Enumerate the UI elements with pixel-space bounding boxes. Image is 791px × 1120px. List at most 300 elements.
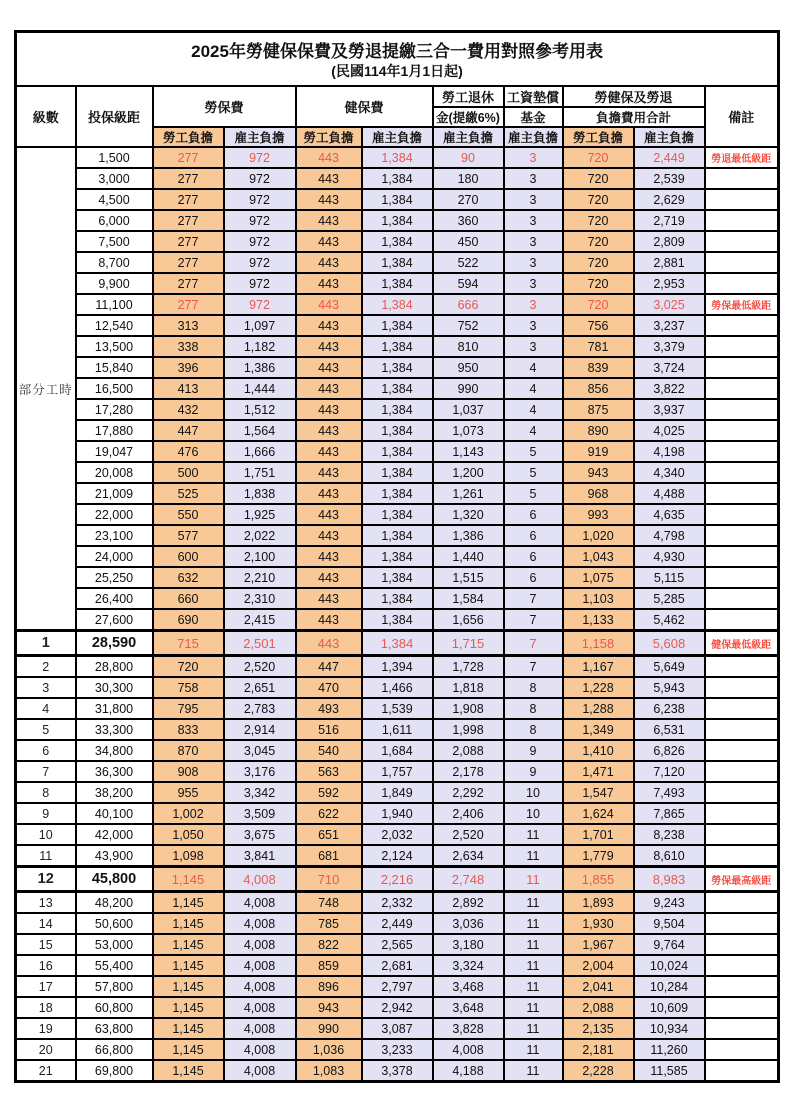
cell-remark bbox=[705, 782, 779, 803]
cell-remark: 勞退最低級距 bbox=[705, 147, 779, 168]
cell-pension-er: 1,261 bbox=[433, 483, 504, 504]
cell-total-emp: 1,020 bbox=[563, 525, 634, 546]
cell-labor-er: 4,008 bbox=[224, 955, 296, 976]
cell-remark bbox=[705, 588, 779, 609]
cell-total-emp: 720 bbox=[563, 294, 634, 315]
table-row bbox=[16, 357, 779, 378]
cell-labor-emp: 1,145 bbox=[153, 997, 224, 1018]
cell-total-emp: 781 bbox=[563, 336, 634, 357]
table-row bbox=[16, 761, 779, 782]
cell-fund-er: 5 bbox=[504, 483, 563, 504]
cell-health-er: 1,384 bbox=[362, 231, 433, 252]
cell-fund-er: 9 bbox=[504, 740, 563, 761]
table-row bbox=[16, 252, 779, 273]
cell-health-er: 1,384 bbox=[362, 210, 433, 231]
header-pension-line2: 金(提繳6%) bbox=[433, 107, 504, 127]
cell-fund-er: 11 bbox=[504, 1060, 563, 1082]
cell-total-emp: 720 bbox=[563, 147, 634, 168]
cell-health-emp: 859 bbox=[296, 955, 362, 976]
cell-labor-emp: 525 bbox=[153, 483, 224, 504]
cell-labor-emp: 277 bbox=[153, 252, 224, 273]
cell-fund-er: 4 bbox=[504, 420, 563, 441]
cell-health-emp: 681 bbox=[296, 845, 362, 867]
cell-labor-er: 3,841 bbox=[224, 845, 296, 867]
cell-total-er: 9,504 bbox=[634, 913, 705, 934]
cell-labor-emp: 870 bbox=[153, 740, 224, 761]
cell-pension-er: 270 bbox=[433, 189, 504, 210]
cell-total-er: 7,120 bbox=[634, 761, 705, 782]
cell-labor-emp: 632 bbox=[153, 567, 224, 588]
cell-labor-er: 1,182 bbox=[224, 336, 296, 357]
cell-salary: 4,500 bbox=[76, 189, 153, 210]
cell-labor-er: 972 bbox=[224, 294, 296, 315]
cell-total-er: 7,865 bbox=[634, 803, 705, 824]
cell-labor-er: 1,386 bbox=[224, 357, 296, 378]
cell-pension-er: 2,088 bbox=[433, 740, 504, 761]
cell-pension-er: 2,292 bbox=[433, 782, 504, 803]
cell-total-er: 3,379 bbox=[634, 336, 705, 357]
cell-level: 7 bbox=[16, 761, 76, 782]
cell-total-er: 4,930 bbox=[634, 546, 705, 567]
table-row bbox=[16, 677, 779, 698]
cell-health-er: 3,087 bbox=[362, 1018, 433, 1039]
cell-fund-er: 10 bbox=[504, 803, 563, 824]
cell-total-er: 2,719 bbox=[634, 210, 705, 231]
header-group-labor-insurance: 勞保費 bbox=[153, 86, 296, 127]
table-row bbox=[16, 189, 779, 210]
header-remark: 備註 bbox=[705, 86, 779, 147]
cell-health-er: 1,384 bbox=[362, 504, 433, 525]
cell-health-er: 1,384 bbox=[362, 252, 433, 273]
cell-labor-er: 972 bbox=[224, 168, 296, 189]
cell-total-er: 2,881 bbox=[634, 252, 705, 273]
cell-salary: 53,000 bbox=[76, 934, 153, 955]
cell-salary: 1,500 bbox=[76, 147, 153, 168]
cell-health-er: 2,124 bbox=[362, 845, 433, 867]
cell-level: 6 bbox=[16, 740, 76, 761]
cell-remark bbox=[705, 252, 779, 273]
cell-pension-er: 2,892 bbox=[433, 892, 504, 914]
cell-labor-er: 2,415 bbox=[224, 609, 296, 631]
cell-salary: 48,200 bbox=[76, 892, 153, 914]
cell-level: 11 bbox=[16, 845, 76, 867]
cell-fund-er: 3 bbox=[504, 231, 563, 252]
cell-total-emp: 1,103 bbox=[563, 588, 634, 609]
cell-total-emp: 1,410 bbox=[563, 740, 634, 761]
cell-remark bbox=[705, 525, 779, 546]
cell-remark bbox=[705, 1039, 779, 1060]
cell-labor-er: 2,310 bbox=[224, 588, 296, 609]
cell-salary: 21,009 bbox=[76, 483, 153, 504]
cell-pension-er: 2,406 bbox=[433, 803, 504, 824]
cell-salary: 34,800 bbox=[76, 740, 153, 761]
cell-labor-emp: 600 bbox=[153, 546, 224, 567]
cell-total-er: 8,610 bbox=[634, 845, 705, 867]
cell-salary: 6,000 bbox=[76, 210, 153, 231]
cell-total-emp: 993 bbox=[563, 504, 634, 525]
cell-labor-er: 3,045 bbox=[224, 740, 296, 761]
table-row bbox=[16, 955, 779, 976]
cell-remark bbox=[705, 273, 779, 294]
cell-remark bbox=[705, 420, 779, 441]
cell-total-er: 10,609 bbox=[634, 997, 705, 1018]
cell-fund-er: 8 bbox=[504, 719, 563, 740]
cell-labor-emp: 833 bbox=[153, 719, 224, 740]
cell-remark bbox=[705, 189, 779, 210]
cell-health-emp: 622 bbox=[296, 803, 362, 824]
table-row bbox=[16, 588, 779, 609]
cell-total-emp: 1,158 bbox=[563, 631, 634, 656]
cell-remark bbox=[705, 504, 779, 525]
cell-labor-emp: 715 bbox=[153, 631, 224, 656]
table-row bbox=[16, 913, 779, 934]
cell-salary: 31,800 bbox=[76, 698, 153, 719]
cell-health-emp: 443 bbox=[296, 315, 362, 336]
cell-pension-er: 90 bbox=[433, 147, 504, 168]
cell-level: 21 bbox=[16, 1060, 76, 1082]
table-row bbox=[16, 399, 779, 420]
cell-health-emp: 651 bbox=[296, 824, 362, 845]
cell-salary: 3,000 bbox=[76, 168, 153, 189]
subheader-labor-employee: 勞工負擔 bbox=[153, 127, 224, 147]
cell-labor-emp: 1,145 bbox=[153, 955, 224, 976]
cell-total-emp: 1,133 bbox=[563, 609, 634, 631]
cell-health-emp: 990 bbox=[296, 1018, 362, 1039]
table-row bbox=[16, 1018, 779, 1039]
cell-remark bbox=[705, 656, 779, 678]
cell-salary: 30,300 bbox=[76, 677, 153, 698]
cell-fund-er: 7 bbox=[504, 631, 563, 656]
cell-labor-emp: 550 bbox=[153, 504, 224, 525]
subheader-total-employee: 勞工負擔 bbox=[563, 127, 634, 147]
cell-level: 1 bbox=[16, 631, 76, 656]
cell-pension-er: 1,715 bbox=[433, 631, 504, 656]
cell-remark bbox=[705, 378, 779, 399]
cell-labor-er: 972 bbox=[224, 252, 296, 273]
cell-total-emp: 2,181 bbox=[563, 1039, 634, 1060]
cell-labor-emp: 413 bbox=[153, 378, 224, 399]
cell-pension-er: 450 bbox=[433, 231, 504, 252]
table-row bbox=[16, 273, 779, 294]
cell-fund-er: 3 bbox=[504, 315, 563, 336]
cell-fund-er: 9 bbox=[504, 761, 563, 782]
table-row bbox=[16, 824, 779, 845]
cell-health-emp: 443 bbox=[296, 273, 362, 294]
table-row bbox=[16, 782, 779, 803]
cell-health-er: 2,797 bbox=[362, 976, 433, 997]
cell-labor-emp: 1,145 bbox=[153, 867, 224, 892]
cell-total-emp: 1,167 bbox=[563, 656, 634, 678]
subheader-health-employee: 勞工負擔 bbox=[296, 127, 362, 147]
cell-salary: 55,400 bbox=[76, 955, 153, 976]
cell-fund-er: 3 bbox=[504, 252, 563, 273]
cell-health-er: 1,384 bbox=[362, 189, 433, 210]
cell-level: 14 bbox=[16, 913, 76, 934]
cell-salary: 22,000 bbox=[76, 504, 153, 525]
header-total-line2: 負擔費用合計 bbox=[563, 107, 705, 127]
title-row bbox=[16, 32, 779, 87]
cell-health-er: 1,384 bbox=[362, 588, 433, 609]
cell-salary: 45,800 bbox=[76, 867, 153, 892]
cell-total-emp: 1,779 bbox=[563, 845, 634, 867]
cell-total-emp: 720 bbox=[563, 189, 634, 210]
cell-salary: 28,800 bbox=[76, 656, 153, 678]
cell-labor-emp: 338 bbox=[153, 336, 224, 357]
cell-remark bbox=[705, 913, 779, 934]
cell-total-emp: 943 bbox=[563, 462, 634, 483]
cell-labor-emp: 277 bbox=[153, 189, 224, 210]
cell-fund-er: 3 bbox=[504, 168, 563, 189]
table-row bbox=[16, 294, 779, 315]
cell-labor-emp: 908 bbox=[153, 761, 224, 782]
cell-total-emp: 720 bbox=[563, 210, 634, 231]
cell-labor-emp: 955 bbox=[153, 782, 224, 803]
cell-total-emp: 2,004 bbox=[563, 955, 634, 976]
cell-salary: 42,000 bbox=[76, 824, 153, 845]
cell-labor-emp: 432 bbox=[153, 399, 224, 420]
cell-labor-emp: 313 bbox=[153, 315, 224, 336]
subheader-fund-employer: 雇主負擔 bbox=[504, 127, 563, 147]
cell-salary: 25,250 bbox=[76, 567, 153, 588]
cell-remark bbox=[705, 567, 779, 588]
cell-total-emp: 1,930 bbox=[563, 913, 634, 934]
cell-remark bbox=[705, 1018, 779, 1039]
cell-total-emp: 720 bbox=[563, 252, 634, 273]
cell-pension-er: 1,143 bbox=[433, 441, 504, 462]
cell-labor-er: 1,751 bbox=[224, 462, 296, 483]
cell-total-er: 7,493 bbox=[634, 782, 705, 803]
table-row bbox=[16, 168, 779, 189]
cell-remark bbox=[705, 761, 779, 782]
cell-health-er: 1,384 bbox=[362, 546, 433, 567]
cell-labor-er: 1,512 bbox=[224, 399, 296, 420]
cell-total-er: 6,531 bbox=[634, 719, 705, 740]
cell-health-er: 1,384 bbox=[362, 315, 433, 336]
cell-labor-er: 2,520 bbox=[224, 656, 296, 678]
cell-remark bbox=[705, 462, 779, 483]
cell-health-er: 1,384 bbox=[362, 462, 433, 483]
cell-fund-er: 11 bbox=[504, 892, 563, 914]
cell-remark bbox=[705, 210, 779, 231]
cell-remark bbox=[705, 997, 779, 1018]
cell-labor-emp: 758 bbox=[153, 677, 224, 698]
cell-total-er: 9,243 bbox=[634, 892, 705, 914]
cell-pension-er: 3,180 bbox=[433, 934, 504, 955]
cell-labor-er: 2,651 bbox=[224, 677, 296, 698]
cell-salary: 24,000 bbox=[76, 546, 153, 567]
cell-health-er: 2,216 bbox=[362, 867, 433, 892]
header-group-health-insurance: 健保費 bbox=[296, 86, 433, 127]
cell-pension-er: 3,324 bbox=[433, 955, 504, 976]
subheader-total-employer: 雇主負擔 bbox=[634, 127, 705, 147]
cell-total-er: 10,284 bbox=[634, 976, 705, 997]
cell-total-emp: 2,041 bbox=[563, 976, 634, 997]
cell-total-emp: 968 bbox=[563, 483, 634, 504]
header-pension-line1: 勞工退休 bbox=[433, 86, 504, 107]
table-row bbox=[16, 567, 779, 588]
cell-salary: 12,540 bbox=[76, 315, 153, 336]
cell-remark bbox=[705, 168, 779, 189]
cell-health-emp: 443 bbox=[296, 189, 362, 210]
cell-pension-er: 2,634 bbox=[433, 845, 504, 867]
cell-salary: 16,500 bbox=[76, 378, 153, 399]
cell-remark: 健保最低級距 bbox=[705, 631, 779, 656]
cell-labor-er: 2,783 bbox=[224, 698, 296, 719]
cell-fund-er: 7 bbox=[504, 609, 563, 631]
cell-remark bbox=[705, 231, 779, 252]
cell-labor-emp: 1,002 bbox=[153, 803, 224, 824]
cell-total-emp: 1,967 bbox=[563, 934, 634, 955]
page-subtitle: (民國114年1月1日起) bbox=[331, 63, 463, 80]
cell-salary: 7,500 bbox=[76, 231, 153, 252]
cell-level: 10 bbox=[16, 824, 76, 845]
cell-labor-er: 2,501 bbox=[224, 631, 296, 656]
cell-pension-er: 3,648 bbox=[433, 997, 504, 1018]
header-wage-fund-line2: 基金 bbox=[504, 107, 563, 127]
cell-total-emp: 720 bbox=[563, 231, 634, 252]
cell-health-emp: 943 bbox=[296, 997, 362, 1018]
subheader-pension-employer: 雇主負擔 bbox=[433, 127, 504, 147]
cell-salary: 17,880 bbox=[76, 420, 153, 441]
cell-pension-er: 810 bbox=[433, 336, 504, 357]
cell-level: 9 bbox=[16, 803, 76, 824]
cell-fund-er: 4 bbox=[504, 378, 563, 399]
cell-health-er: 1,384 bbox=[362, 567, 433, 588]
cell-salary: 17,280 bbox=[76, 399, 153, 420]
cell-labor-emp: 500 bbox=[153, 462, 224, 483]
cell-health-er: 1,757 bbox=[362, 761, 433, 782]
cell-total-er: 3,822 bbox=[634, 378, 705, 399]
cell-total-er: 10,024 bbox=[634, 955, 705, 976]
cell-labor-emp: 277 bbox=[153, 273, 224, 294]
cell-health-er: 2,681 bbox=[362, 955, 433, 976]
cell-total-er: 4,488 bbox=[634, 483, 705, 504]
cell-labor-er: 4,008 bbox=[224, 934, 296, 955]
cell-health-emp: 443 bbox=[296, 504, 362, 525]
cell-health-er: 1,394 bbox=[362, 656, 433, 678]
cell-fund-er: 4 bbox=[504, 357, 563, 378]
cell-labor-emp: 720 bbox=[153, 656, 224, 678]
cell-labor-er: 1,666 bbox=[224, 441, 296, 462]
cell-health-emp: 443 bbox=[296, 336, 362, 357]
cell-health-emp: 443 bbox=[296, 588, 362, 609]
table-row bbox=[16, 525, 779, 546]
cell-remark bbox=[705, 803, 779, 824]
cell-remark bbox=[705, 845, 779, 867]
cell-fund-er: 11 bbox=[504, 824, 563, 845]
cell-level: 12 bbox=[16, 867, 76, 892]
cell-remark bbox=[705, 719, 779, 740]
cell-labor-er: 3,176 bbox=[224, 761, 296, 782]
cell-fund-er: 7 bbox=[504, 656, 563, 678]
table-title-cell bbox=[16, 32, 779, 87]
cell-level: 5 bbox=[16, 719, 76, 740]
cell-remark bbox=[705, 546, 779, 567]
cell-health-emp: 710 bbox=[296, 867, 362, 892]
cell-health-er: 2,565 bbox=[362, 934, 433, 955]
cell-labor-emp: 1,145 bbox=[153, 913, 224, 934]
table-row bbox=[16, 231, 779, 252]
cell-health-er: 1,384 bbox=[362, 273, 433, 294]
cell-total-emp: 1,624 bbox=[563, 803, 634, 824]
cell-fund-er: 3 bbox=[504, 210, 563, 231]
cell-health-emp: 443 bbox=[296, 546, 362, 567]
cell-health-er: 1,384 bbox=[362, 525, 433, 546]
cell-health-emp: 443 bbox=[296, 147, 362, 168]
cell-labor-emp: 277 bbox=[153, 147, 224, 168]
cell-pension-er: 1,386 bbox=[433, 525, 504, 546]
cell-total-er: 5,115 bbox=[634, 567, 705, 588]
cell-pension-er: 2,520 bbox=[433, 824, 504, 845]
cell-remark bbox=[705, 677, 779, 698]
cell-labor-er: 1,564 bbox=[224, 420, 296, 441]
cell-labor-emp: 1,145 bbox=[153, 1060, 224, 1082]
cell-health-er: 2,032 bbox=[362, 824, 433, 845]
cell-fund-er: 11 bbox=[504, 1018, 563, 1039]
level-group-part-time: 部分工時 bbox=[16, 147, 76, 631]
cell-pension-er: 2,748 bbox=[433, 867, 504, 892]
table-row bbox=[16, 934, 779, 955]
cell-pension-er: 1,037 bbox=[433, 399, 504, 420]
cell-health-emp: 443 bbox=[296, 294, 362, 315]
cell-fund-er: 11 bbox=[504, 955, 563, 976]
cell-labor-er: 2,022 bbox=[224, 525, 296, 546]
cell-labor-er: 4,008 bbox=[224, 867, 296, 892]
cell-pension-er: 522 bbox=[433, 252, 504, 273]
cell-total-emp: 1,043 bbox=[563, 546, 634, 567]
cell-labor-emp: 1,145 bbox=[153, 976, 224, 997]
cell-pension-er: 1,818 bbox=[433, 677, 504, 698]
cell-health-emp: 443 bbox=[296, 420, 362, 441]
cell-total-emp: 1,547 bbox=[563, 782, 634, 803]
cell-pension-er: 1,728 bbox=[433, 656, 504, 678]
cell-total-er: 5,285 bbox=[634, 588, 705, 609]
table-row bbox=[16, 462, 779, 483]
cell-labor-er: 972 bbox=[224, 147, 296, 168]
cell-fund-er: 6 bbox=[504, 525, 563, 546]
cell-total-emp: 1,471 bbox=[563, 761, 634, 782]
cell-health-er: 1,384 bbox=[362, 357, 433, 378]
cell-total-er: 8,238 bbox=[634, 824, 705, 845]
cell-health-emp: 443 bbox=[296, 462, 362, 483]
cell-labor-er: 2,914 bbox=[224, 719, 296, 740]
table-row bbox=[16, 336, 779, 357]
cell-pension-er: 666 bbox=[433, 294, 504, 315]
table-row bbox=[16, 441, 779, 462]
cell-health-emp: 443 bbox=[296, 210, 362, 231]
cell-pension-er: 752 bbox=[433, 315, 504, 336]
cell-level: 16 bbox=[16, 955, 76, 976]
fee-table-header bbox=[16, 32, 779, 148]
cell-fund-er: 5 bbox=[504, 462, 563, 483]
cell-health-emp: 1,036 bbox=[296, 1039, 362, 1060]
cell-labor-emp: 1,145 bbox=[153, 934, 224, 955]
cell-salary: 43,900 bbox=[76, 845, 153, 867]
fee-table bbox=[14, 30, 780, 1083]
cell-pension-er: 1,440 bbox=[433, 546, 504, 567]
cell-level: 19 bbox=[16, 1018, 76, 1039]
cell-total-er: 8,983 bbox=[634, 867, 705, 892]
cell-level: 15 bbox=[16, 934, 76, 955]
cell-salary: 9,900 bbox=[76, 273, 153, 294]
cell-salary: 15,840 bbox=[76, 357, 153, 378]
cell-labor-emp: 277 bbox=[153, 294, 224, 315]
cell-pension-er: 594 bbox=[433, 273, 504, 294]
cell-remark bbox=[705, 698, 779, 719]
cell-total-er: 2,539 bbox=[634, 168, 705, 189]
cell-total-er: 6,238 bbox=[634, 698, 705, 719]
cell-health-emp: 443 bbox=[296, 252, 362, 273]
